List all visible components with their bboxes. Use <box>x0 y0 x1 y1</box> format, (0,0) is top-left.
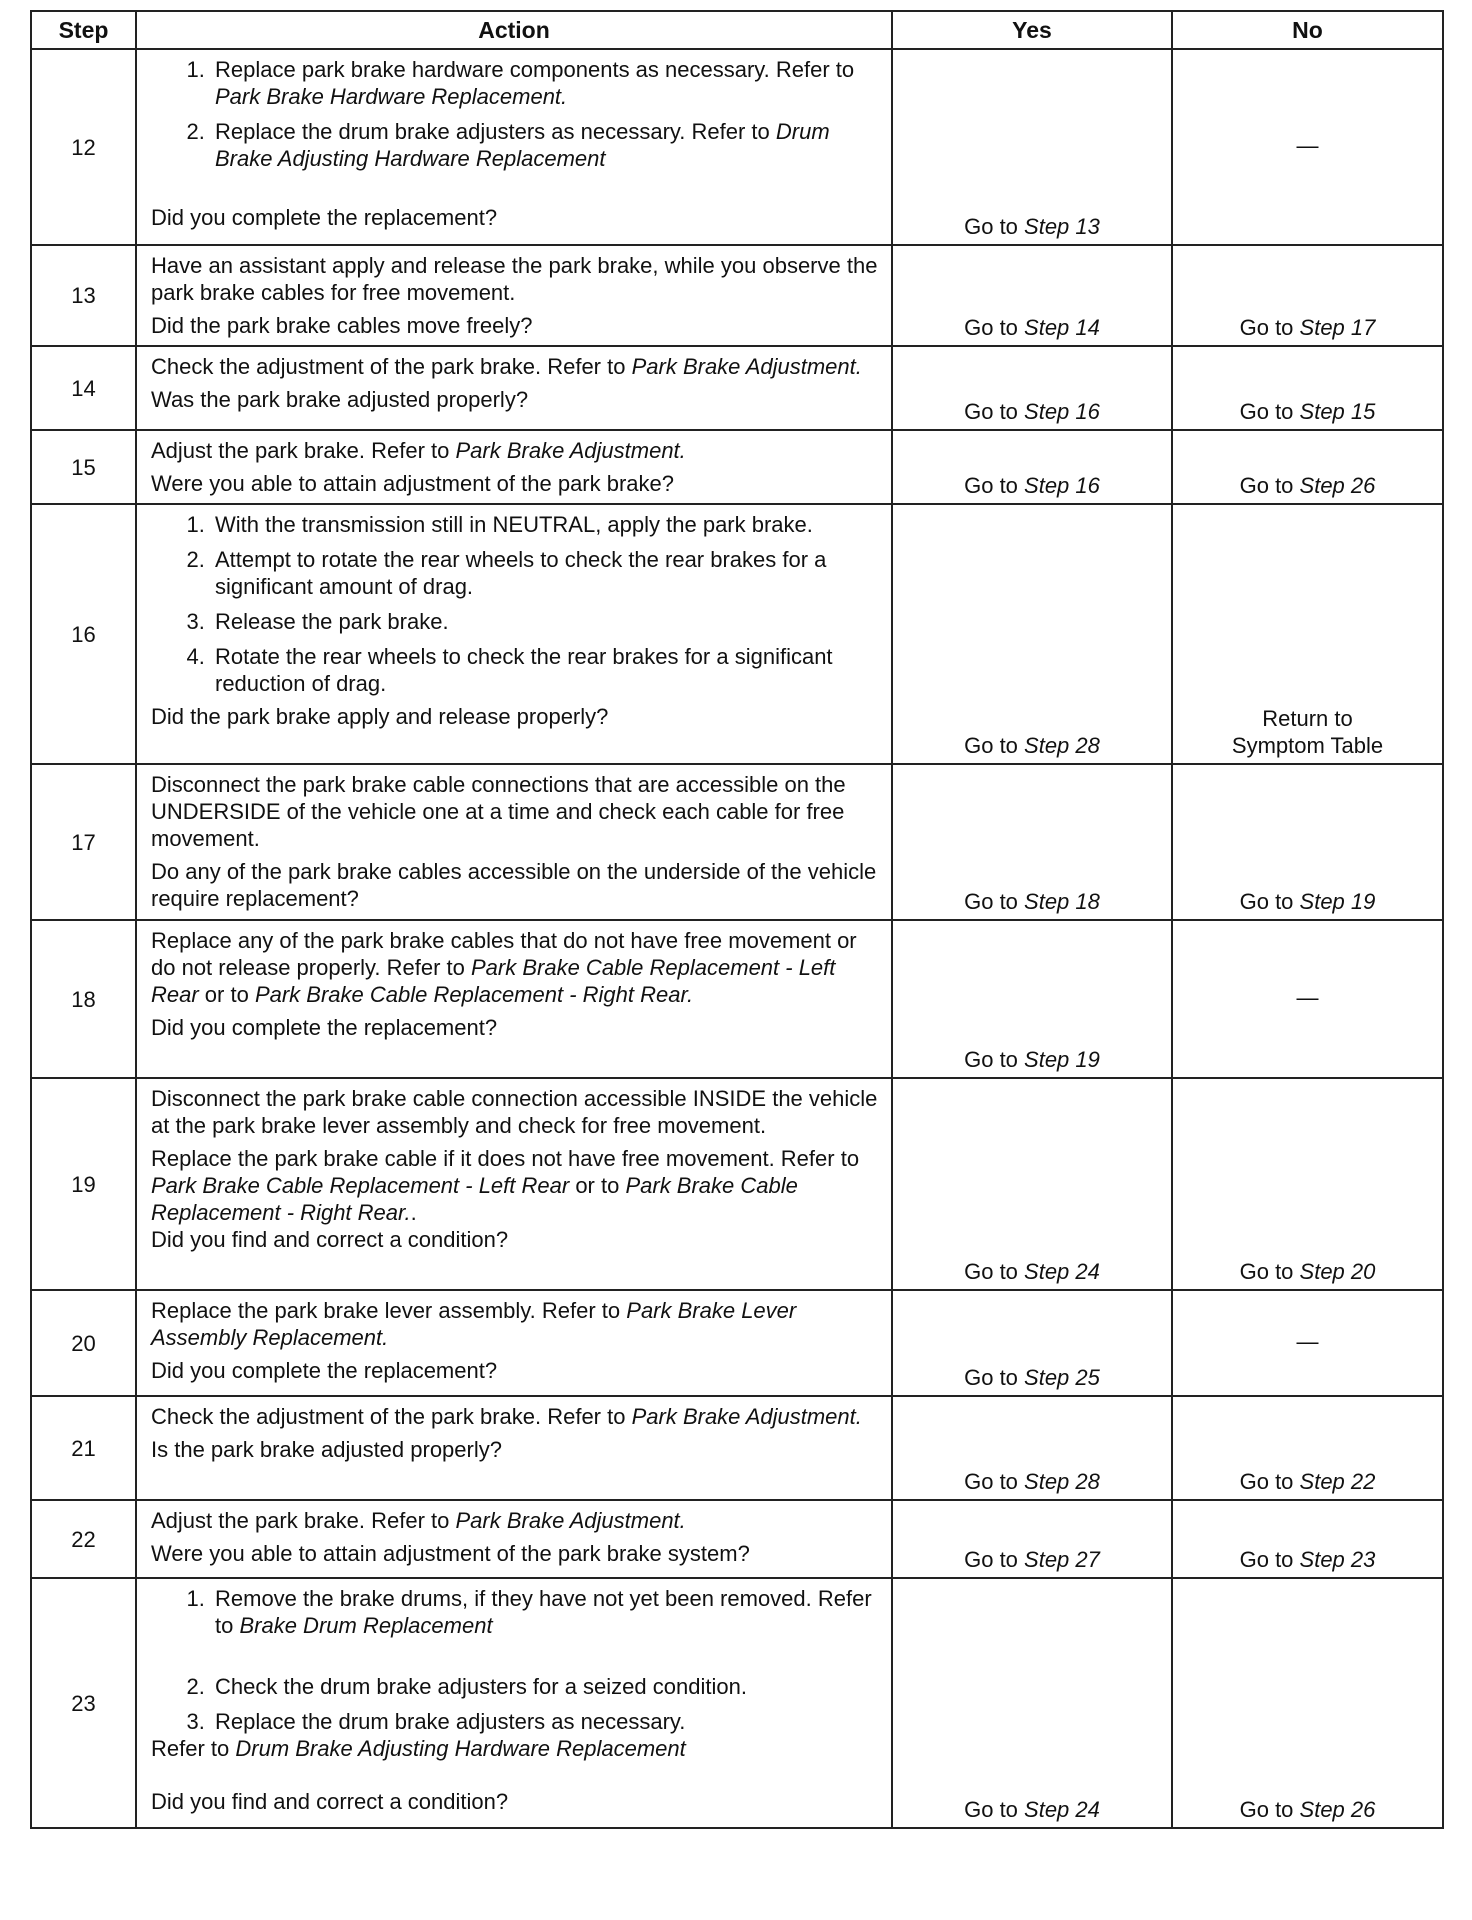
action-paragraph <box>151 1403 881 1430</box>
step-reference: Step 16 <box>1024 399 1100 424</box>
no-cell <box>1172 346 1443 430</box>
step-reference: Step 15 <box>1299 399 1376 424</box>
step-reference: Step 17 <box>1299 315 1376 340</box>
action-text: Refer to <box>151 1736 236 1761</box>
action-paragraph <box>151 1145 881 1226</box>
goto-label: Go to <box>964 889 1025 914</box>
no-cell <box>1172 1396 1443 1500</box>
action-text: Check the adjustment of the park brake. Refer to <box>151 354 632 379</box>
reference-link: Park Brake Adjustment. <box>455 438 686 463</box>
no-cell <box>1172 1078 1443 1290</box>
action-paragraph <box>151 1297 881 1351</box>
no-cell <box>1172 245 1443 346</box>
no-cell <box>1172 1500 1443 1578</box>
step-reference: Step 24 <box>1024 1259 1100 1284</box>
goto-label: Go to <box>1239 315 1300 340</box>
goto-label: Go to <box>964 1259 1025 1284</box>
step-number: 20 <box>31 1290 136 1396</box>
action-cell <box>136 1078 892 1290</box>
no-cell: — <box>1172 1290 1443 1396</box>
diagnostic-table-container <box>30 10 1442 1829</box>
yes-cell <box>892 504 1172 764</box>
goto-label: Go to <box>1239 889 1300 914</box>
action-text: Replace any of the park brake cables that do not have free movement or do not release properly. Refer to <box>151 928 857 980</box>
action-cell <box>136 1578 892 1828</box>
action-text: Remove the brake drums, if they have not yet been removed. Refer to <box>215 1586 872 1638</box>
goto-label: Go to <box>964 1047 1025 1072</box>
goto-label: Go to <box>964 1547 1025 1572</box>
goto-label: Go to <box>1239 399 1300 424</box>
list-item <box>211 56 881 110</box>
yes-cell <box>892 920 1172 1078</box>
action-cell <box>136 920 892 1078</box>
table-row <box>31 764 1443 920</box>
step-reference: Step 16 <box>1024 473 1100 498</box>
step-reference: Step 20 <box>1299 1259 1376 1284</box>
diagnostic-table <box>30 10 1444 1829</box>
list-item: 2. Attempt to rotate the rear wheels to check the rear brakes for a significant amount of drag. <box>211 546 881 600</box>
goto-label: Go to <box>964 733 1025 758</box>
goto-label: Go to <box>1239 473 1300 498</box>
question-text: Were you able to attain adjustment of the park brake system? <box>151 1541 750 1566</box>
header-step: Step <box>31 11 136 49</box>
question-text: Do any of the park brake cables accessible on the underside of the vehicle require replacement? <box>151 859 877 911</box>
step-number: 13 <box>31 245 136 346</box>
header-action: Action <box>136 11 892 49</box>
step-number: 17 <box>31 764 136 920</box>
step-reference: Step 18 <box>1024 889 1100 914</box>
step-reference: Step 22 <box>1299 1469 1376 1494</box>
goto-label: Go to <box>1239 1547 1300 1572</box>
action-paragraph <box>151 353 881 380</box>
no-cell <box>1172 430 1443 504</box>
no-cell <box>1172 504 1443 764</box>
step-number: 18 <box>31 920 136 1078</box>
reference-link: Drum Brake Adjusting Hardware Replacement <box>215 119 830 171</box>
action-cell <box>136 346 892 430</box>
return-label: Return to <box>1262 706 1353 731</box>
step-reference: Step 19 <box>1024 1047 1100 1072</box>
table-row <box>31 245 1443 346</box>
step-number: 19 <box>31 1078 136 1290</box>
goto-label: Go to <box>964 214 1025 239</box>
step-reference: Step 27 <box>1024 1547 1100 1572</box>
action-cell <box>136 245 892 346</box>
yes-cell <box>892 1578 1172 1828</box>
step-reference: Step 28 <box>1024 733 1100 758</box>
action-cell <box>136 1500 892 1578</box>
reference-link: Park Brake Cable Replacement - Right Rear. <box>151 1173 798 1225</box>
question-text: Did you find and correct a condition? <box>151 1227 509 1252</box>
header-no: No <box>1172 11 1443 49</box>
list-item: 3. Replace the drum brake adjusters as necessary. <box>211 1708 881 1735</box>
reference-link: Park Brake Cable Replacement - Left Rear <box>151 1173 570 1198</box>
goto-label: Go to <box>1239 1797 1300 1822</box>
step-reference: Step 23 <box>1299 1547 1376 1572</box>
goto-label: Go to <box>1239 1469 1300 1494</box>
reference-link: Park Brake Lever Assembly Replacement. <box>151 1298 797 1350</box>
yes-cell <box>892 245 1172 346</box>
list-item: 3. Release the park brake. <box>211 608 881 635</box>
list-item: 1. With the transmission still in NEUTRAL, apply the park brake. <box>211 511 881 538</box>
action-paragraph <box>151 927 881 1008</box>
yes-cell <box>892 430 1172 504</box>
step-reference: Step 26 <box>1299 473 1376 498</box>
goto-label: Go to <box>964 1797 1025 1822</box>
yes-cell <box>892 1396 1172 1500</box>
question-text: Was the park brake adjusted properly? <box>151 387 529 412</box>
yes-cell <box>892 1078 1172 1290</box>
step-number: 15 <box>31 430 136 504</box>
action-text: Disconnect the park brake cable connection accessible INSIDE the vehicle at the park brake lever assembly and check for free movement. <box>151 1086 878 1138</box>
step-number: 22 <box>31 1500 136 1578</box>
step-number: 16 <box>31 504 136 764</box>
table-header-row <box>31 11 1443 49</box>
action-paragraph <box>151 437 881 464</box>
reference-link: Park Brake Hardware Replacement. <box>215 84 568 109</box>
list-item: 2. Check the drum brake adjusters for a seized condition. <box>211 1673 881 1700</box>
table-row <box>31 504 1443 764</box>
question-text: Did the park brake apply and release properly? <box>151 704 609 729</box>
step-number: 12 <box>31 49 136 245</box>
reference-link: Park Brake Cable Replacement - Right Rear. <box>254 982 694 1007</box>
step-reference: Step 28 <box>1024 1469 1100 1494</box>
action-text: or to <box>569 1173 626 1198</box>
step-number: 21 <box>31 1396 136 1500</box>
action-text: Adjust the park brake. Refer to <box>151 438 456 463</box>
action-text: . <box>410 1200 417 1225</box>
question-text: Is the park brake adjusted properly? <box>151 1437 502 1462</box>
table-row <box>31 1500 1443 1578</box>
reference-link: Park Brake Cable Replacement - Left Rear <box>151 955 836 1007</box>
table-row <box>31 920 1443 1078</box>
table-row <box>31 1078 1443 1290</box>
question-text: Did you find and correct a condition? <box>151 1789 509 1814</box>
yes-cell <box>892 346 1172 430</box>
table-row <box>31 1396 1443 1500</box>
goto-label: Go to <box>964 399 1025 424</box>
action-text: Have an assistant apply and release the park brake, while you observe the park brake cables for free movement. <box>151 253 878 305</box>
table-row <box>31 1290 1443 1396</box>
list-item <box>211 118 881 172</box>
goto-label: Go to <box>964 315 1025 340</box>
question-text: Did the park brake cables move freely? <box>151 313 533 338</box>
table-row <box>31 346 1443 430</box>
question-text: Did you complete the replacement? <box>151 1015 498 1040</box>
step-number: 14 <box>31 346 136 430</box>
question-text: Did you complete the replacement? <box>151 1358 498 1383</box>
reference-link: Brake Drum Replacement <box>239 1613 493 1638</box>
step-reference: Step 24 <box>1024 1797 1100 1822</box>
step-number: 23 <box>31 1578 136 1828</box>
no-cell: — <box>1172 920 1443 1078</box>
action-text: Replace the park brake cable if it does not have free movement. Refer to <box>151 1146 860 1171</box>
goto-label: Go to <box>964 473 1025 498</box>
action-text: Disconnect the park brake cable connections that are accessible on the UNDERSIDE of the vehicle one at a time and check each cable for free movement. <box>151 772 846 851</box>
no-cell <box>1172 1578 1443 1828</box>
header-yes: Yes <box>892 11 1172 49</box>
yes-cell <box>892 764 1172 920</box>
action-text: or to <box>198 982 255 1007</box>
step-reference: Step 26 <box>1299 1797 1376 1822</box>
step-reference: Step 14 <box>1024 315 1100 340</box>
action-text: Check the adjustment of the park brake. Refer to <box>151 1404 632 1429</box>
action-text: Replace the drum brake adjusters as necessary. Refer to <box>215 119 776 144</box>
action-text: Replace park brake hardware components as necessary. Refer to <box>215 57 855 82</box>
yes-cell <box>892 1290 1172 1396</box>
action-cell <box>136 1290 892 1396</box>
list-item: 4. Rotate the rear wheels to check the rear brakes for a significant reduction of drag. <box>211 643 881 697</box>
action-cell <box>136 430 892 504</box>
action-text: Replace the park brake lever assembly. Refer to <box>151 1298 627 1323</box>
step-reference: Step 19 <box>1299 889 1376 914</box>
goto-label: Go to <box>1239 1259 1300 1284</box>
question-text: Were you able to attain adjustment of the park brake? <box>151 471 675 496</box>
no-cell: — <box>1172 49 1443 245</box>
symptom-table-label: Symptom Table <box>1231 733 1384 758</box>
list-item <box>211 1585 881 1665</box>
reference-link: Park Brake Adjustment. <box>631 1404 862 1429</box>
table-row <box>31 430 1443 504</box>
action-paragraph <box>151 1735 881 1762</box>
step-reference: Step 13 <box>1024 214 1100 239</box>
table-row <box>31 1578 1443 1828</box>
action-paragraph <box>151 1507 881 1534</box>
goto-label: Go to <box>964 1365 1025 1390</box>
yes-cell <box>892 49 1172 245</box>
reference-link: Drum Brake Adjusting Hardware Replacement <box>235 1736 686 1761</box>
action-text: Adjust the park brake. Refer to <box>151 1508 456 1533</box>
yes-cell <box>892 1500 1172 1578</box>
table-row <box>31 49 1443 245</box>
reference-link: Park Brake Adjustment. <box>631 354 862 379</box>
action-cell <box>136 49 892 245</box>
action-cell <box>136 1396 892 1500</box>
goto-label: Go to <box>964 1469 1025 1494</box>
step-reference: Step 25 <box>1024 1365 1100 1390</box>
question-text: Did you complete the replacement? <box>151 205 498 230</box>
action-cell <box>136 764 892 920</box>
no-cell <box>1172 764 1443 920</box>
reference-link: Park Brake Adjustment. <box>455 1508 686 1533</box>
action-cell <box>136 504 892 764</box>
